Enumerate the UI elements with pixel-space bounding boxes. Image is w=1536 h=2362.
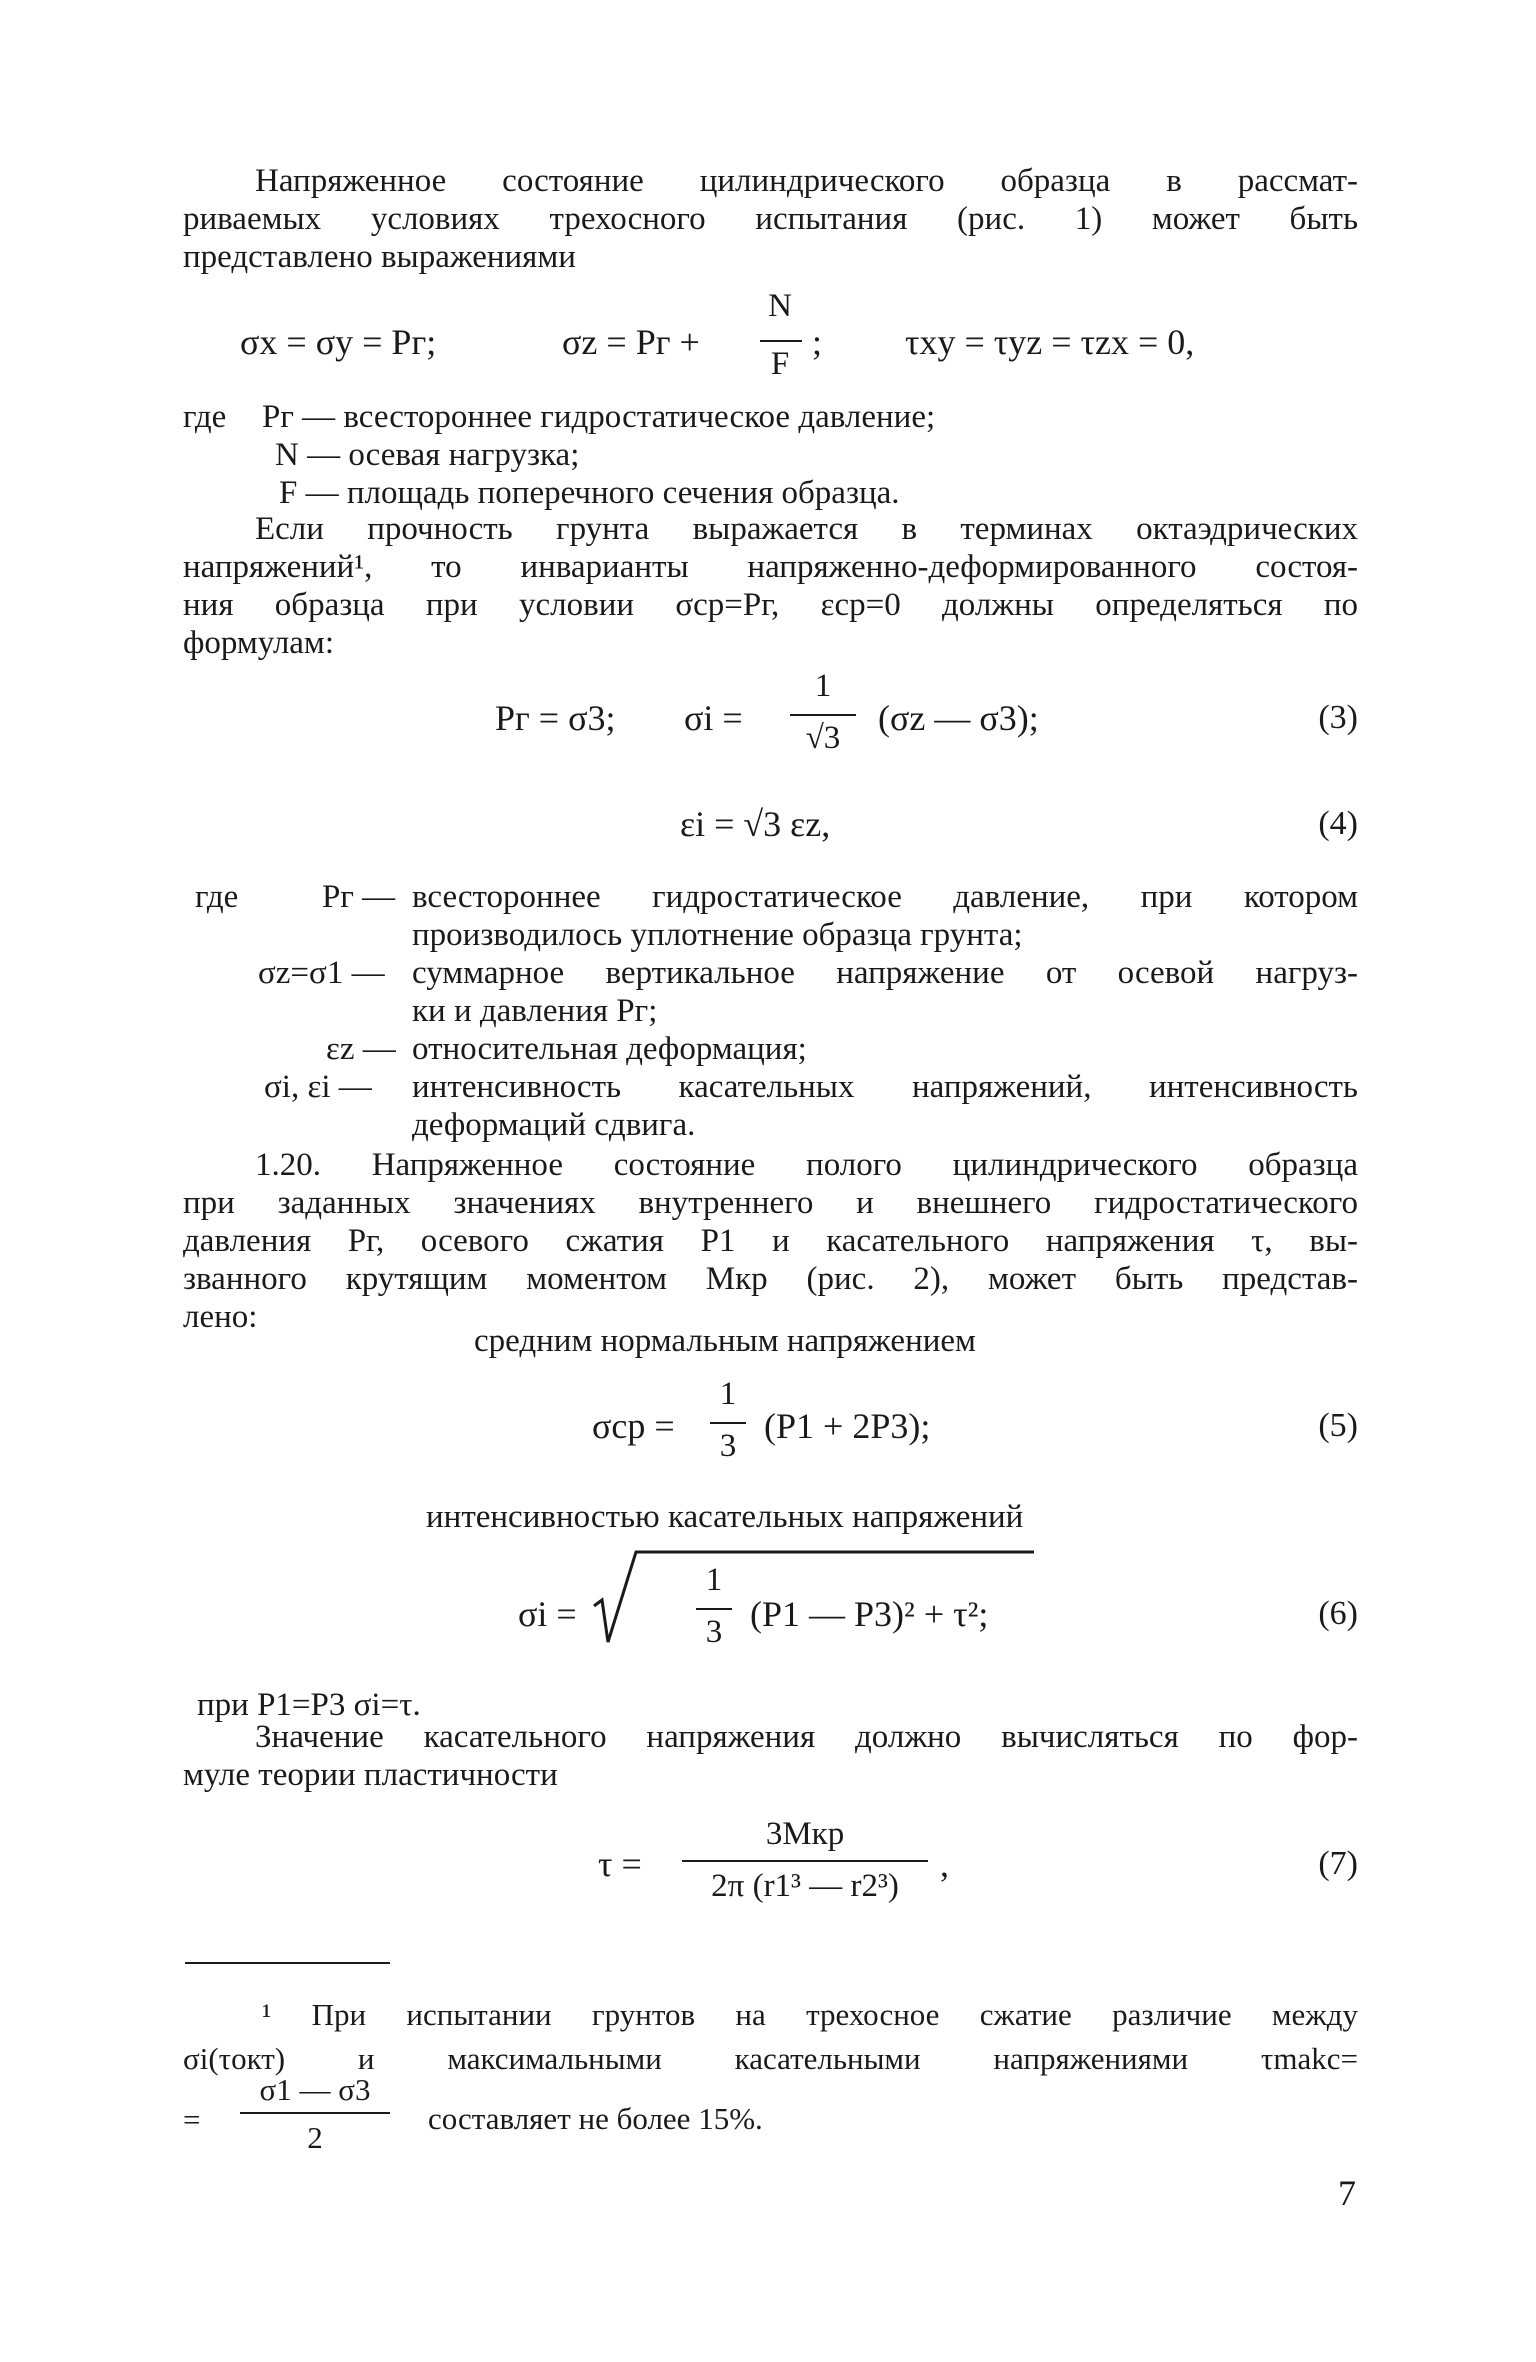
para2-line-3: ния образца при условии σср=Pг, εср=0 должны определяться по	[183, 587, 1358, 623]
where2-item-4-line-1: интенсивность касательных напряжений, интенсивность	[412, 1069, 1358, 1105]
footnote-fraction-bar	[240, 2112, 390, 2114]
eq3-lhs: Pг = σ3;	[495, 698, 616, 738]
eq5-fraction-bar	[710, 1422, 746, 1424]
where2-item-4-line-2: деформаций сдвига.	[412, 1107, 696, 1143]
where1-item-3: F — площадь поперечного сечения образца.	[279, 475, 900, 511]
where2-sym-1: Pг —	[322, 879, 396, 915]
footnote-numerator: σ1 — σ3	[259, 2072, 371, 2107]
eq5-lhs: σср =	[592, 1406, 675, 1446]
footnote-denominator: 2	[307, 2120, 323, 2155]
intro-line-2: риваемых условиях трехосного испытания (рис. 1) может быть	[183, 201, 1358, 237]
eq6-denominator: 3	[705, 1614, 723, 1650]
eq6-rhs: (P1 — P3)² + τ²;	[750, 1594, 989, 1634]
section-line-2: при заданных значениях внутреннего и внешнего гидростатического	[183, 1185, 1358, 1221]
eq6-numerator: 1	[705, 1562, 723, 1598]
eq5-intro: средним нормальным напряжением	[474, 1323, 976, 1359]
para2-line-1: Если прочность грунта выражается в терминах октаэдрических	[255, 511, 1358, 547]
eq7-denominator: 2π (r1³ — r2³)	[711, 1868, 899, 1904]
eq7-number: (7)	[1318, 1845, 1358, 1882]
footnote-line-1: ¹ При испытании грунтов на трехосное сжатие различие между	[262, 1997, 1358, 2032]
eq1-part-c: τxy = τyz = τzx = 0,	[905, 322, 1195, 362]
page-number: 7	[1338, 2173, 1356, 2213]
where2-item-2-line-1: суммарное вертикальное напряжение от осевой нагруз-	[412, 955, 1358, 991]
para3-line-1: Значение касательного напряжения должно вычисляться по фор-	[255, 1719, 1358, 1755]
eq3-number: (3)	[1318, 699, 1358, 736]
where2-item-1-line-2: производилось уплотнение образца грунта;	[412, 917, 1023, 953]
eq6-fraction-bar	[696, 1608, 732, 1610]
eq1-semicolon: ;	[812, 322, 823, 362]
section-line-3: давления Pг, осевого сжатия P1 и касательного напряжения τ, вы-	[183, 1223, 1358, 1259]
eq7-comma: ,	[940, 1844, 949, 1884]
eq3-numerator: 1	[814, 668, 832, 704]
where2-item-1-line-1: всестороннее гидростатическое давление, при котором	[412, 879, 1358, 915]
intro-line-1: Напряженное состояние цилиндрического образца в рассмат-	[255, 163, 1358, 199]
section-line-1: 1.20. Напряженное состояние полого цилиндрического образца	[255, 1147, 1358, 1183]
where1-lead: где	[183, 399, 227, 435]
where2-sym-3: εz —	[326, 1031, 396, 1067]
footnote-divider	[185, 1962, 390, 1964]
eq1-fraction-bar	[760, 340, 802, 342]
eq6-intro: интенсивностью касательных напряжений	[426, 1499, 1024, 1535]
eq7-fraction-bar	[682, 1860, 928, 1862]
eq6-lhs: σi =	[518, 1594, 577, 1634]
eq4-text: εi = √3 εz,	[680, 804, 831, 844]
para2-line-2: напряжений¹, то инварианты напряженно-деформированного состоя-	[183, 549, 1358, 585]
eq1-part-b: σz = Pг +	[562, 322, 700, 362]
eq5-rhs: (P1 + 2P3);	[764, 1406, 931, 1446]
where1-item-2: N — осевая нагрузка;	[275, 437, 580, 473]
where2-item-3-line-1: относительная деформация;	[412, 1031, 807, 1067]
eq1-part-a: σx = σy = Pг;	[240, 322, 437, 362]
eq3-denominator: √3	[805, 720, 841, 756]
footnote-eq-lead: =	[183, 2102, 201, 2137]
footnote-tail: составляет не более 15%.	[428, 2101, 763, 2136]
eq7-numerator: 3Mкр	[765, 1816, 845, 1852]
where2-sym-4: σi, εi —	[264, 1069, 372, 1105]
eq7-lhs: τ =	[598, 1844, 642, 1884]
intro-line-3: представлено выражениями	[183, 239, 576, 275]
section-line-5: лено:	[183, 1299, 258, 1335]
where2-item-2-line-2: ки и давления Pг;	[412, 993, 658, 1029]
section-line-4: званного крутящим моментом Mкр (рис. 2), может быть представ-	[183, 1261, 1358, 1297]
where2-lead: где	[195, 879, 239, 915]
where2-sym-2: σz=σ1 —	[258, 955, 385, 991]
para2-line-4: формулам:	[183, 625, 334, 661]
para3-line-2: муле теории пластичности	[183, 1757, 558, 1793]
eq5-numerator: 1	[719, 1376, 737, 1412]
eq3-rhs: (σz — σ3);	[878, 698, 1039, 738]
eq1-numerator: N	[768, 288, 792, 324]
where1-item-1: Pг — всестороннее гидростатическое давление;	[262, 399, 936, 435]
eq4-number: (4)	[1318, 805, 1358, 842]
eq3-sigma: σi =	[684, 698, 743, 738]
eq3-fraction-bar	[790, 714, 856, 716]
condition-line: при P1=P3 σi=τ.	[197, 1687, 421, 1723]
footnote-line-2: σi(τокт) и максимальными касательными напряжениями τmakc=	[183, 2041, 1358, 2076]
eq1-denominator: F	[770, 346, 790, 382]
eq5-number: (5)	[1318, 1407, 1358, 1444]
eq5-denominator: 3	[719, 1428, 737, 1464]
eq6-number: (6)	[1318, 1595, 1358, 1632]
